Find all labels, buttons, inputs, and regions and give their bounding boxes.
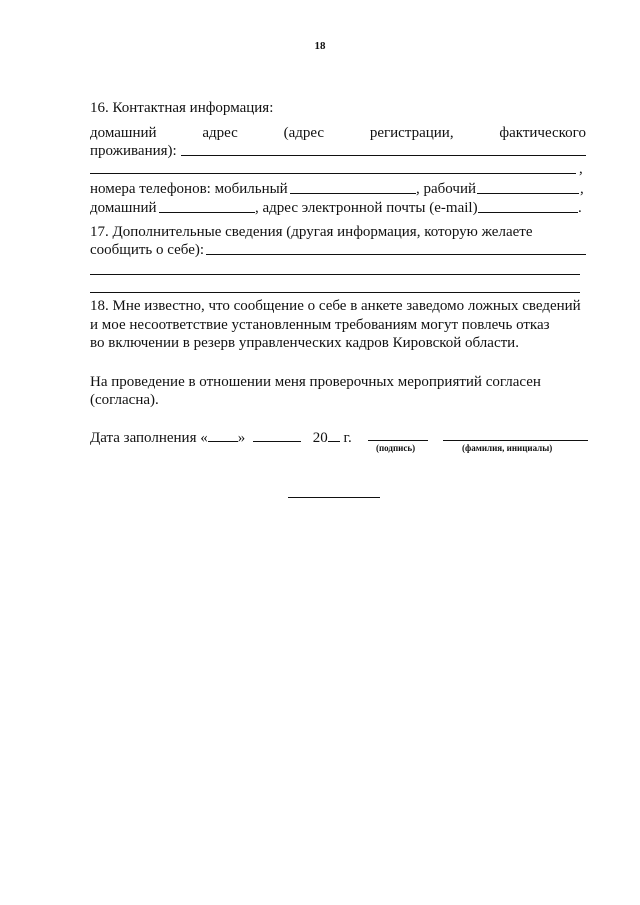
additional-info-field-3[interactable] [90,292,580,293]
addr-word: адрес [202,125,238,141]
address-field-2[interactable] [90,173,576,174]
consent-line-2: (согласна). [90,392,159,408]
date-label: Дата заполнения « [90,430,208,446]
section-17-line-1: 17. Дополнительные сведения (другая информация, которую желаете [90,224,533,240]
address-comma: , [579,161,583,177]
work-phone-label: , рабочий [416,181,476,197]
address-label-2: проживания): [90,143,177,159]
additional-info-field-2[interactable] [90,274,580,275]
day-field[interactable] [208,427,238,442]
addr-word: регистрации, [369,125,454,141]
addr-word: фактического [499,125,586,141]
end-of-document-divider [288,497,380,498]
signature-field[interactable] [368,440,428,441]
consent-line-1: На проведение в отношении меня проверочных мероприятий согласен [90,374,541,390]
address-line-1 [90,124,586,142]
phones-label: номера телефонов: мобильный [90,181,288,197]
section-18-line: во включении в резерв управленческих кадров Кировской области. [90,335,519,351]
additional-info-field-1[interactable] [206,254,586,255]
month-field[interactable] [253,427,301,442]
year-prefix: 20 [312,430,328,446]
email-field[interactable] [478,212,578,213]
close-quote: » [237,430,246,446]
home-phone-label: домашний [90,200,157,216]
address-field-1[interactable] [181,155,586,156]
addr-word: домашний [90,125,157,141]
name-caption: (фамилия, инициалы) [462,443,553,453]
name-initials-field[interactable] [443,440,588,441]
section-18-line: 18. Мне известно, что сообщение о себе в анкете заведомо ложных сведений [90,298,581,314]
signature-caption: (подпись) [376,443,416,453]
mobile-phone-field[interactable] [290,193,416,194]
email-period: . [578,200,582,216]
section-16-title: 16. Контактная информация: [90,100,274,116]
work-phone-field[interactable] [477,193,579,194]
phones-comma: , [580,181,584,197]
section-17-label: сообщить о себе): [90,242,205,258]
home-phone-field[interactable] [159,212,255,213]
email-label: , адрес электронной почты (e-mail) [255,200,478,216]
addr-word: (адрес [283,125,325,141]
year-field[interactable] [328,427,340,442]
year-suffix: г. [339,430,352,446]
page-number: 18 [314,40,326,52]
date-line [90,427,352,447]
section-18-line: и мое несоответствие установленным требованиям могут повлечь отказ [90,317,550,333]
